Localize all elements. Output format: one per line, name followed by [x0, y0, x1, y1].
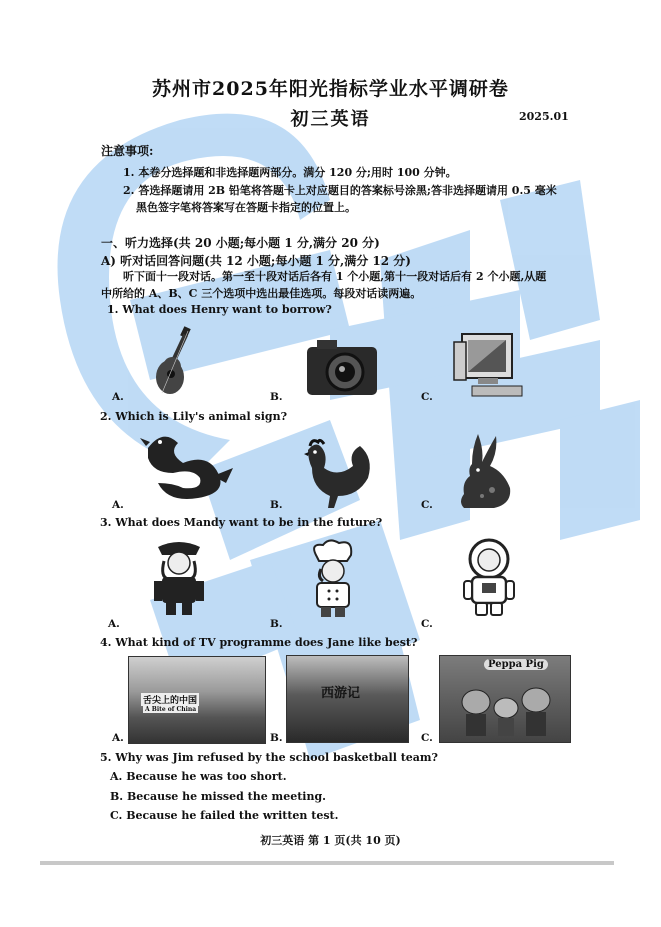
question-4: 4. What kind of TV programme does Jane like best?	[100, 636, 418, 649]
tv-programme-a-image	[128, 656, 266, 744]
police-officer-icon	[150, 537, 208, 617]
astronaut-icon	[460, 537, 518, 617]
instruction-line-2: 中所给的 A、B、C 三个选项中选出最佳选项。每段对话读两遍。	[101, 287, 422, 300]
notice-heading: 注意事项:	[101, 144, 154, 158]
notice-item-2b: 黑色签字笔将答案写在答题卡指定的位置上。	[136, 201, 356, 214]
q5-option-a[interactable]: A. Because he was too short.	[110, 770, 287, 783]
tv-programme-c-image	[439, 655, 571, 743]
tv-programme-b-image	[286, 655, 409, 743]
question-3: 3. What does Mandy want to be in the future?	[100, 516, 383, 529]
notice-item-2a: 2. 答选择题请用 2B 铅笔将答题卡上对应题目的答案标号涂黑;答非选择题请用 0.5 毫米	[123, 184, 557, 197]
q3-option-a[interactable]: A.	[108, 618, 120, 630]
instruction-line-1: 听下面十一段对话。第一至十段对话后各有 1 个小题,第十一段对话后有 2 个小题,从题	[123, 270, 547, 283]
section-heading: 一、听力选择(共 20 小题;每小题 1 分,满分 20 分)	[101, 236, 380, 250]
guitar-icon	[150, 325, 200, 400]
q5-option-b[interactable]: B. Because he missed the meeting.	[110, 790, 326, 803]
q5-option-c[interactable]: C. Because he failed the written test.	[110, 809, 339, 822]
exam-subject: 初三英语	[290, 109, 371, 130]
tv-a-title: 舌尖上的中国	[141, 693, 199, 706]
notice-item-1: 1. 本卷分选择题和非选择题两部分。满分 120 分;用时 100 分钟。	[123, 166, 457, 179]
question-5: 5. Why was Jim refused by the school basketball team?	[100, 751, 438, 764]
tv-a-subtitle: A Bite of China	[145, 706, 197, 713]
page-footer: 初三英语 第 1 页(共 10 页)	[260, 834, 401, 847]
dragon-icon	[138, 428, 236, 506]
rooster-icon	[298, 438, 376, 510]
q4-option-c[interactable]: C.	[421, 732, 433, 744]
computer-icon	[452, 332, 527, 402]
q2-option-b[interactable]: B.	[270, 499, 283, 511]
tv-b-title: 西游记	[321, 686, 361, 701]
q2-option-c[interactable]: C.	[421, 499, 433, 511]
camera-icon	[305, 337, 380, 399]
chef-icon	[303, 539, 363, 619]
q1-option-a[interactable]: A.	[112, 391, 124, 403]
footer-divider	[40, 861, 614, 865]
q1-option-b[interactable]: B.	[270, 391, 283, 403]
q2-option-a[interactable]: A.	[112, 499, 124, 511]
q3-option-b[interactable]: B.	[270, 618, 283, 630]
q4-option-a[interactable]: A.	[112, 732, 124, 744]
q3-option-c[interactable]: C.	[421, 618, 433, 630]
question-2: 2. Which is Lily's animal sign?	[100, 410, 288, 423]
exam-title: 苏州市2025年阳光指标学业水平调研卷	[152, 78, 509, 100]
rabbit-icon	[454, 432, 519, 512]
exam-date: 2025.01	[519, 110, 569, 123]
q4-option-b[interactable]: B.	[270, 732, 283, 744]
peppa-pig-characters-icon	[454, 678, 558, 738]
tv-c-title: Peppa Pig	[484, 659, 548, 670]
question-1: 1. What does Henry want to borrow?	[107, 303, 332, 316]
part-a-heading: A) 听对话回答问题(共 12 小题;每小题 1 分,满分 12 分)	[101, 254, 411, 268]
q1-option-c[interactable]: C.	[421, 391, 433, 403]
